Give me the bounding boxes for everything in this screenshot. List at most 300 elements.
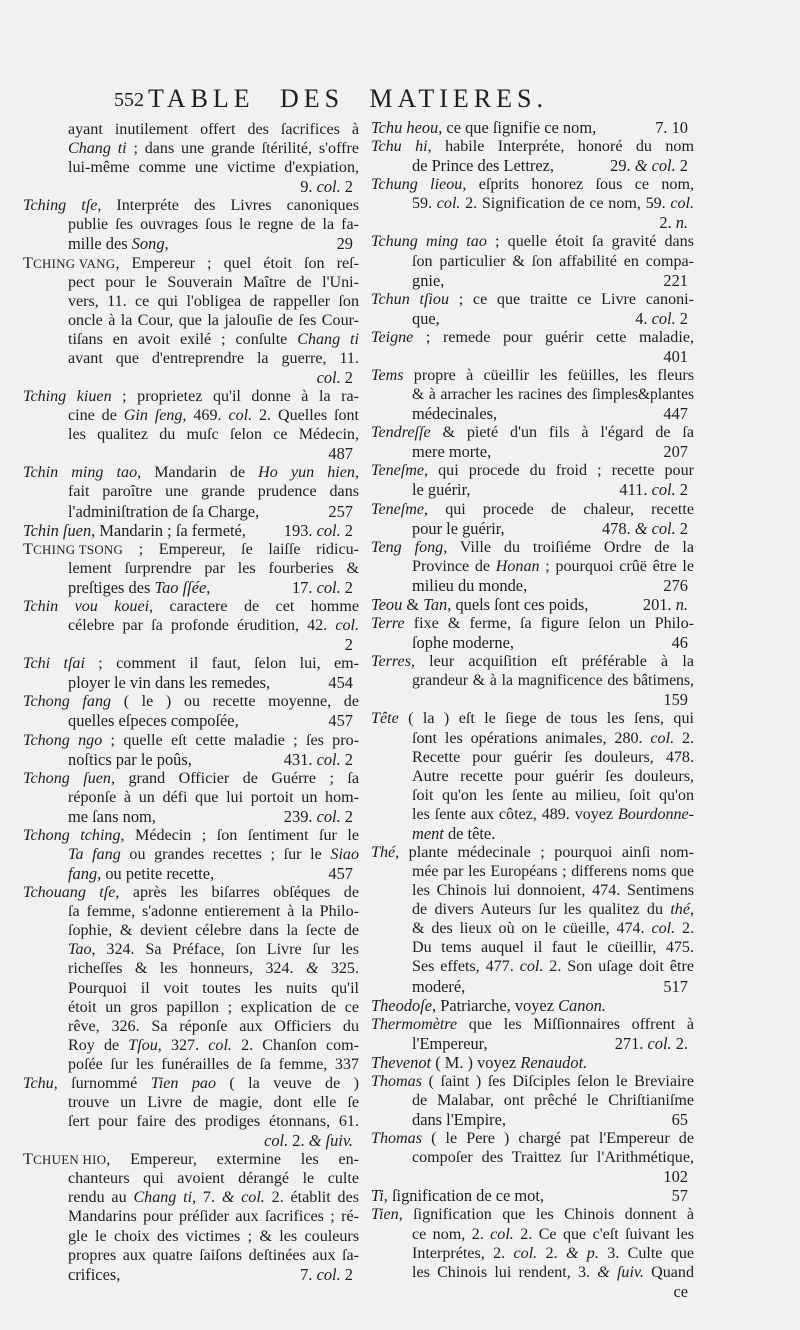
text-run: 411. bbox=[619, 480, 652, 500]
text-run: , caractere de cet homme bbox=[149, 597, 359, 615]
index-line bbox=[371, 366, 694, 385]
index-line bbox=[371, 576, 694, 595]
index-line bbox=[371, 137, 694, 156]
text-run: ſophe moderne, bbox=[412, 633, 514, 653]
text-run: 29 bbox=[336, 234, 353, 254]
index-entry bbox=[371, 652, 694, 709]
italic-text: Tien pao bbox=[150, 1074, 216, 1092]
page-reference bbox=[337, 234, 353, 253]
text-run: quelles eſpeces compoſée, bbox=[68, 711, 239, 731]
index-line bbox=[23, 864, 359, 883]
index-line bbox=[371, 290, 694, 309]
index-line bbox=[371, 480, 694, 499]
text-run: ( la ) eſt le ſiege de tous les ſens, qui bbox=[398, 710, 694, 728]
text-run: 2. Chanſon com- bbox=[231, 1036, 359, 1054]
text-run: 2. bbox=[659, 213, 676, 233]
line-text bbox=[371, 138, 694, 155]
line-text bbox=[412, 768, 694, 785]
italic-text: & ſuiv. bbox=[597, 1263, 644, 1281]
index-line bbox=[371, 194, 694, 213]
italic-text: Tchong ſuen bbox=[23, 769, 111, 787]
index-entry bbox=[23, 654, 359, 692]
index-line bbox=[23, 120, 359, 139]
text-run: , bbox=[354, 464, 359, 482]
index-line bbox=[371, 957, 694, 976]
index-line bbox=[23, 139, 359, 158]
page-reference bbox=[619, 480, 688, 499]
line-text bbox=[371, 1206, 694, 1223]
page-reference bbox=[284, 521, 353, 540]
index-line bbox=[23, 826, 359, 845]
line-text bbox=[68, 673, 270, 692]
index-line bbox=[23, 292, 359, 311]
index-line bbox=[23, 921, 359, 940]
text-run: preſtiges des bbox=[68, 577, 155, 597]
page-reference bbox=[300, 1265, 353, 1284]
index-entry bbox=[23, 826, 359, 883]
text-run: mille des bbox=[68, 234, 132, 254]
line-text bbox=[412, 730, 694, 747]
line-text bbox=[68, 121, 359, 138]
line-text bbox=[23, 255, 359, 272]
text-run: les ſente aux côtez, 489. voyez bbox=[412, 805, 618, 823]
italic-text: Gin ſeng bbox=[123, 407, 183, 425]
text-run: rendu au bbox=[68, 1189, 134, 1207]
line-text bbox=[412, 576, 527, 595]
italic-text: & bbox=[221, 1189, 235, 1207]
text-run: ſont les opérations animales, 280. bbox=[412, 729, 651, 747]
italic-text: Tchin vou kouei bbox=[23, 597, 150, 615]
index-line bbox=[23, 616, 359, 635]
text-run: , ſignification de ce mot, bbox=[383, 1186, 544, 1206]
index-entry bbox=[371, 366, 694, 423]
index-line bbox=[371, 1034, 694, 1053]
line-text bbox=[68, 750, 192, 769]
index-line bbox=[371, 1015, 694, 1034]
line-text bbox=[371, 595, 588, 614]
italic-text: Thermomètre bbox=[371, 1015, 458, 1033]
index-line bbox=[23, 349, 359, 368]
text-run: propre à cüeillir les feüilles, les fleurs bbox=[403, 367, 694, 385]
index-line bbox=[23, 959, 359, 978]
line-text bbox=[23, 693, 359, 710]
page-reference bbox=[328, 711, 353, 730]
line-text bbox=[68, 331, 359, 348]
index-line bbox=[23, 940, 359, 959]
italic-text: col. bbox=[228, 407, 253, 425]
text-run: oncle à la Cour, que la jalouſie de ſes Cour- bbox=[68, 311, 359, 329]
line-text bbox=[68, 159, 359, 176]
text-run: ( le Pere ) chargé pat l'Empereur de bbox=[421, 1130, 694, 1148]
line-text bbox=[412, 633, 514, 652]
index-line bbox=[371, 805, 694, 824]
text-run: 2 bbox=[340, 749, 353, 769]
text-run: , qui procede de chaleur, recette bbox=[424, 500, 694, 518]
text-run: , Interpréte des Livres canoniques bbox=[97, 197, 359, 215]
text-run: gnie, bbox=[412, 270, 445, 290]
page-reference bbox=[659, 213, 688, 232]
index-line bbox=[371, 385, 694, 404]
text-run: 159 bbox=[663, 690, 688, 710]
text-run: ſoit qu'on les ſente au milieu, ſoit qu'on bbox=[412, 786, 694, 804]
italic-text: col. bbox=[436, 195, 461, 213]
italic-text: col. bbox=[316, 520, 341, 540]
index-line bbox=[23, 1131, 359, 1150]
text-run: 2 bbox=[340, 177, 353, 197]
text-run: ſert pour faire des prodiges étonnans, 61. bbox=[68, 1113, 359, 1131]
text-run: ( le ) ou recette moyenne, de bbox=[111, 693, 359, 711]
italic-text: col. bbox=[316, 806, 341, 826]
italic-text: Tchi tſai bbox=[23, 655, 85, 673]
text-run: 447 bbox=[663, 404, 688, 424]
italic-text: col. bbox=[651, 308, 676, 328]
line-text bbox=[23, 197, 359, 214]
italic-text: Tchung ming tao bbox=[371, 233, 487, 251]
italic-text: & bbox=[634, 156, 648, 176]
line-text bbox=[371, 996, 606, 1015]
line-text bbox=[68, 407, 359, 424]
italic-text: col. bbox=[651, 518, 676, 538]
line-text bbox=[68, 483, 359, 500]
italic-text: & ſuiv. bbox=[308, 1131, 353, 1151]
italic-text: col. bbox=[670, 195, 694, 213]
line-text bbox=[68, 502, 259, 521]
index-entry bbox=[23, 521, 359, 540]
text-run: ſa femme, s'adonne entierement à la Philo- bbox=[68, 903, 359, 921]
italic-text: Tems bbox=[371, 367, 404, 385]
italic-text: col. bbox=[316, 1264, 341, 1284]
line-text bbox=[412, 558, 694, 575]
italic-text: Teng fong bbox=[371, 538, 444, 556]
index-entry bbox=[23, 769, 359, 826]
index-entry bbox=[371, 1072, 694, 1129]
text-run: 2 bbox=[340, 1264, 353, 1284]
italic-text: Tchong fang bbox=[23, 693, 112, 711]
line-text bbox=[412, 1110, 506, 1129]
text-run: ce nom, 2. bbox=[412, 1225, 491, 1243]
index-line bbox=[23, 234, 359, 253]
index-line bbox=[371, 996, 694, 1015]
line-text bbox=[412, 442, 491, 461]
line-text bbox=[412, 1245, 694, 1262]
line-text bbox=[68, 711, 239, 730]
index-line bbox=[371, 500, 694, 519]
text-run: 257 bbox=[328, 501, 353, 521]
index-entry bbox=[371, 538, 694, 595]
text-run: 2. Signification de ce nom, 59. bbox=[460, 195, 671, 213]
line-text bbox=[68, 617, 359, 634]
page-reference bbox=[663, 690, 688, 709]
index-line bbox=[371, 633, 694, 652]
index-line bbox=[23, 330, 359, 349]
index-line bbox=[23, 731, 359, 750]
line-text bbox=[68, 1056, 359, 1073]
page-reference bbox=[615, 1034, 688, 1053]
index-entry bbox=[23, 883, 359, 1074]
line-text bbox=[68, 999, 359, 1016]
text-run: l'Empereur, bbox=[412, 1033, 488, 1053]
index-line bbox=[23, 1265, 359, 1284]
index-line bbox=[371, 1091, 694, 1110]
index-line bbox=[371, 824, 694, 843]
index-line bbox=[371, 1053, 694, 1072]
text-run: 7. 10 bbox=[655, 118, 688, 137]
text-run: Quand bbox=[643, 1263, 694, 1281]
line-text bbox=[23, 827, 359, 844]
line-text bbox=[412, 806, 694, 823]
index-entry bbox=[371, 500, 694, 538]
text-run: 517 bbox=[663, 976, 688, 996]
index-line bbox=[23, 1017, 359, 1036]
italic-text: Song bbox=[131, 234, 165, 254]
italic-text: Teneſme bbox=[371, 462, 425, 480]
text-run: 2. Son uſage doit être bbox=[543, 958, 694, 976]
text-run: 2 bbox=[675, 518, 688, 538]
line-text bbox=[23, 541, 359, 558]
index-line bbox=[371, 347, 694, 366]
page-reference bbox=[655, 118, 688, 137]
line-text bbox=[68, 1265, 120, 1284]
index-line bbox=[23, 158, 359, 177]
line-text bbox=[23, 884, 359, 901]
text-run: 29. bbox=[610, 156, 635, 176]
text-run: 487 bbox=[328, 444, 353, 464]
line-text bbox=[412, 939, 694, 956]
index-line bbox=[371, 1110, 694, 1129]
italic-text: Thomas bbox=[371, 1072, 422, 1090]
text-run: & bbox=[402, 594, 424, 614]
text-run: dans l'Empire, bbox=[412, 1110, 506, 1130]
text-run: , quels ſont ces poids, bbox=[447, 594, 589, 614]
index-line bbox=[371, 404, 694, 423]
italic-text: col. bbox=[335, 617, 359, 635]
text-run: les Chinois lui rendent, 3. bbox=[412, 1263, 598, 1281]
text-run: lement ſurprendre par les fourberies & bbox=[68, 559, 359, 577]
text-run: ; comment il faut, ſelon lui, em- bbox=[84, 655, 359, 673]
index-line bbox=[23, 1169, 359, 1188]
line-text bbox=[68, 350, 359, 367]
line-text bbox=[412, 156, 554, 175]
line-text bbox=[412, 958, 694, 975]
right-column bbox=[371, 118, 694, 1301]
text-run: ; quelle eſt cette maladie ; ſes pro- bbox=[102, 731, 359, 749]
page-reference bbox=[284, 807, 353, 826]
italic-text: Thé bbox=[371, 843, 396, 861]
page-reference bbox=[663, 271, 688, 290]
line-text bbox=[68, 1170, 359, 1187]
small-caps-term: TCHING VANG bbox=[23, 254, 116, 272]
page-number: 552 bbox=[114, 89, 144, 111]
text-run: chanteurs qui avoient dérangé le culte bbox=[68, 1170, 359, 1188]
text-run: , eſprits honorez ſous ce nom, bbox=[462, 176, 695, 194]
text-run: ( ſaint ) ſes Diſciples ſelon le Breviaire bbox=[421, 1072, 694, 1090]
text-run: , grand Officier de Guérre ; ſa bbox=[110, 769, 359, 787]
text-run: propres aux quatre ſaiſons deſtinées aux ſa- bbox=[68, 1246, 359, 1264]
text-run: , ce que ſignifie ce nom, bbox=[438, 118, 597, 137]
text-run: 207 bbox=[663, 442, 688, 462]
line-text bbox=[412, 749, 694, 766]
italic-text: Theodoſe bbox=[371, 995, 433, 1015]
page-reference bbox=[328, 864, 353, 883]
italic-text: col. bbox=[651, 920, 676, 938]
index-line bbox=[371, 1148, 694, 1167]
line-text bbox=[371, 1053, 587, 1072]
left-column bbox=[23, 120, 359, 1284]
page-reference bbox=[663, 977, 688, 996]
text-run: richeſſes & les honneurs, 324. bbox=[68, 960, 306, 978]
index-line bbox=[371, 862, 694, 881]
index-line bbox=[23, 673, 359, 692]
line-text bbox=[412, 1092, 694, 1109]
text-run: Interprétes, 2. bbox=[412, 1244, 514, 1262]
text-run: ; proprietez qu'il donne à la ra- bbox=[111, 388, 359, 406]
index-line bbox=[23, 425, 359, 444]
text-run: poſée ſur les funérailles de ſa femme, 337 bbox=[68, 1055, 359, 1073]
index-entry bbox=[371, 614, 694, 652]
index-line bbox=[371, 595, 694, 614]
italic-text: col. bbox=[647, 1033, 672, 1053]
text-run: 57 bbox=[671, 1186, 688, 1206]
index-line bbox=[23, 1112, 359, 1131]
line-text bbox=[412, 404, 497, 423]
italic-text: Tchung lieou bbox=[371, 176, 463, 194]
page-reference bbox=[317, 368, 353, 387]
text-run: pour le guérir, bbox=[412, 518, 505, 538]
italic-text: Terres bbox=[371, 653, 411, 671]
text-run: 2. Ce que c'eſt ſuivant les bbox=[513, 1225, 694, 1243]
line-text bbox=[68, 578, 210, 597]
page-reference bbox=[264, 1131, 353, 1150]
line-text bbox=[23, 655, 359, 672]
text-run: crifices, bbox=[68, 1264, 121, 1284]
line-text bbox=[371, 1186, 544, 1205]
italic-text: & bbox=[634, 518, 648, 538]
index-line bbox=[371, 118, 694, 137]
italic-text: Thevenot bbox=[371, 1052, 432, 1072]
line-text bbox=[412, 271, 444, 290]
text-run: , après les biſarres obſéques de bbox=[115, 884, 359, 902]
text-run: 478. bbox=[601, 518, 635, 538]
italic-text: Teneſme bbox=[371, 500, 425, 518]
text-run: , Empereur ; quel étoit ſon reſ- bbox=[115, 254, 359, 272]
index-entry bbox=[23, 120, 359, 196]
index-line bbox=[371, 729, 694, 748]
text-run: 2. bbox=[675, 920, 695, 938]
page-reference bbox=[300, 177, 353, 196]
index-line bbox=[23, 654, 359, 673]
italic-text: Tao bbox=[68, 941, 92, 959]
text-run: Ses effets, 477. bbox=[412, 958, 520, 976]
index-line bbox=[23, 368, 359, 387]
italic-text: Tan bbox=[423, 594, 448, 614]
page-reference bbox=[284, 750, 353, 769]
index-line bbox=[23, 711, 359, 730]
text-run: les Chinois lui donnoient, 474. Sentimens bbox=[412, 882, 694, 900]
italic-text: Tchin ſuen bbox=[23, 520, 92, 540]
text-run: 431. bbox=[283, 749, 317, 769]
text-run: me ſans nom, bbox=[68, 806, 156, 826]
text-run: , Mandarin ; ſa fermeté, bbox=[91, 520, 246, 540]
text-run: réponſe à un défi que lui portoit un hom- bbox=[68, 788, 359, 806]
index-line bbox=[371, 213, 694, 232]
italic-text: Renaudot. bbox=[520, 1052, 588, 1072]
italic-text: col. bbox=[651, 156, 676, 176]
text-run: fait paroître une grande prudence dans bbox=[68, 483, 359, 501]
index-line bbox=[23, 597, 359, 616]
text-run: 2. bbox=[288, 1131, 309, 1151]
index-line bbox=[23, 769, 359, 788]
page-reference bbox=[672, 1186, 688, 1205]
index-line bbox=[23, 1188, 359, 1207]
line-text bbox=[371, 653, 694, 670]
text-run: pect pour le Souverain Maître de l'Uni- bbox=[68, 273, 359, 291]
italic-text: Tching kiuen bbox=[23, 388, 112, 406]
text-run: , 7. bbox=[192, 1189, 222, 1207]
italic-text: Chang ti bbox=[68, 140, 127, 158]
line-text bbox=[371, 539, 694, 556]
line-text bbox=[371, 118, 596, 137]
italic-text: & p. bbox=[565, 1244, 599, 1262]
line-text bbox=[23, 770, 359, 787]
index-line bbox=[23, 482, 359, 501]
index-line bbox=[23, 883, 359, 902]
text-run: Autre recette pour guérir ſes douleurs, bbox=[412, 767, 694, 785]
text-run: , 327. bbox=[157, 1036, 209, 1054]
index-entry bbox=[371, 423, 694, 461]
text-run: fixe & ferme, ſa figure ſelon un Philo- bbox=[404, 615, 694, 633]
italic-text: Chang ti bbox=[133, 1189, 193, 1207]
page-reference bbox=[328, 502, 353, 521]
text-run: 65 bbox=[671, 1110, 688, 1130]
italic-text: col. bbox=[316, 749, 341, 769]
page-reference bbox=[292, 578, 353, 597]
page-reference bbox=[345, 635, 353, 654]
text-run: étoit un gros papillon ; explication de ce bbox=[68, 998, 359, 1016]
index-line bbox=[23, 463, 359, 482]
index-line bbox=[371, 919, 694, 938]
text-run: ( M. ) voyez bbox=[431, 1052, 521, 1072]
page-reference bbox=[663, 576, 688, 595]
text-run: le guérir, bbox=[412, 480, 471, 500]
text-run: 17. bbox=[291, 577, 317, 597]
text-run: l'adminiſtration de ſa Charge, bbox=[68, 501, 260, 521]
text-run: de Prince des Lettrez, bbox=[412, 156, 554, 176]
index-line bbox=[23, 444, 359, 463]
italic-text: thé bbox=[670, 901, 690, 919]
text-run: Pourquoi il voit toutes les nuits qu'il bbox=[68, 979, 359, 997]
text-run: 401 bbox=[663, 346, 688, 366]
line-text bbox=[23, 598, 359, 615]
index-line bbox=[23, 1150, 359, 1169]
text-run: les qualitez du muſc ſelon ce Médecin, bbox=[68, 426, 359, 444]
index-line bbox=[23, 1093, 359, 1112]
text-run: ; dans une grande ſtérilité, s'offre bbox=[126, 140, 359, 158]
text-run: vers, 11. ce qui l'obligea de rappeller ſon bbox=[68, 292, 359, 310]
index-line bbox=[371, 442, 694, 461]
index-line bbox=[23, 387, 359, 406]
text-run: 102 bbox=[663, 1167, 688, 1187]
line-text bbox=[68, 1094, 359, 1111]
text-run: moderé, bbox=[412, 976, 466, 996]
line-text bbox=[371, 367, 694, 384]
text-run: 271. bbox=[614, 1033, 648, 1053]
index-entry bbox=[23, 254, 359, 388]
italic-text: Tchong tching bbox=[23, 826, 121, 844]
text-run: 201. bbox=[642, 594, 676, 614]
line-text bbox=[68, 941, 359, 958]
line-text bbox=[68, 274, 359, 291]
index-line bbox=[23, 1036, 359, 1055]
